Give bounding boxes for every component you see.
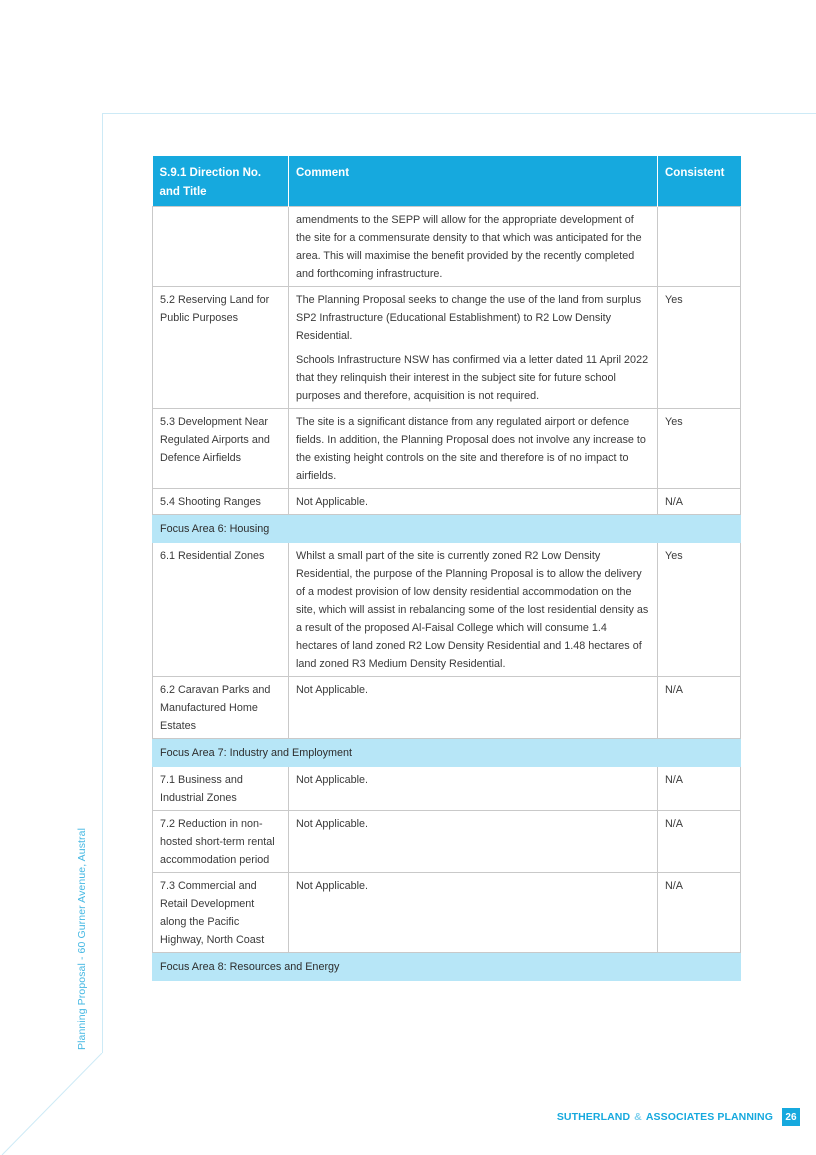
consistent-value: N/A xyxy=(658,873,741,953)
direction-title: 5.4 Shooting Ranges xyxy=(153,489,289,515)
direction-title: 7.3 Commercial and Retail Development along the Pacific Highway, North Coast xyxy=(153,873,289,953)
consistency-table xyxy=(152,156,741,981)
frame-diagonal-line xyxy=(0,1053,816,1155)
comment-cell xyxy=(289,543,658,677)
table-row xyxy=(153,287,741,409)
header-direction: S.9.1 Direction No. and Title xyxy=(153,156,289,207)
frame-left-line xyxy=(102,113,103,1053)
table-row xyxy=(153,873,741,953)
comment-paragraph: Schools Infrastructure NSW has confirmed via a letter dated 11 April 2022 that they relinquish their interest in the subject site for future school purposes and therefore, acquisition is not required. xyxy=(296,354,649,402)
comment-cell xyxy=(289,811,658,873)
direction-title: 7.2 Reduction in non-hosted short-term rental accommodation period xyxy=(153,811,289,873)
consistent-value: N/A xyxy=(658,767,741,811)
comment-cell xyxy=(289,489,658,515)
consistent-value xyxy=(658,207,741,287)
comment-cell xyxy=(289,207,658,287)
comment-cell xyxy=(289,409,658,489)
table-header-row xyxy=(153,156,741,207)
focus-area-label: Focus Area 8: Resources and Energy xyxy=(153,953,741,981)
direction-title: 6.2 Caravan Parks and Manufactured Home Estates xyxy=(153,677,289,739)
focus-area-row xyxy=(153,739,741,767)
comment-paragraph: Not Applicable. xyxy=(296,684,369,696)
focus-area-label: Focus Area 6: Housing xyxy=(153,515,741,543)
table-row xyxy=(153,207,741,287)
direction-title: 6.1 Residential Zones xyxy=(153,543,289,677)
table-row xyxy=(153,677,741,739)
table-row xyxy=(153,767,741,811)
consistent-value: Yes xyxy=(658,409,741,489)
brand-ampersand: & xyxy=(634,1111,642,1123)
focus-area-row xyxy=(153,515,741,543)
comment-paragraph: Not Applicable. xyxy=(296,496,369,508)
table-row xyxy=(153,489,741,515)
direction-title: 7.1 Business and Industrial Zones xyxy=(153,767,289,811)
comment-paragraph: Not Applicable. xyxy=(296,880,369,892)
comment-paragraph: The site is a significant distance from any regulated airport or defence fields. In addition, the Planning Proposal does not involve any increase to the existing height controls on the site and therefore is of no impact to airfields. xyxy=(296,416,646,482)
table-row xyxy=(153,543,741,677)
table-row xyxy=(153,409,741,489)
focus-area-label: Focus Area 7: Industry and Employment xyxy=(153,739,741,767)
comment-paragraph: amendments to the SEPP will allow for the appropriate development of the site for a commensurate density to that which was anticipated for the area. This will maximise the benefit provided by the recently completed and forthcoming infrastructure. xyxy=(296,214,642,280)
brand-name-part1: SUTHERLAND xyxy=(556,1111,631,1123)
header-consistent: Consistent xyxy=(658,156,741,207)
consistent-value: N/A xyxy=(658,489,741,515)
comment-paragraph: The Planning Proposal seeks to change the use of the land from surplus SP2 Infrastructure (Educational Establishment) to R2 Low Density Residential. xyxy=(296,294,642,342)
frame-top-line xyxy=(102,113,816,114)
consistent-value: Yes xyxy=(658,543,741,677)
table-body xyxy=(153,207,741,981)
comment-paragraph: Not Applicable. xyxy=(296,774,369,786)
comment-cell xyxy=(289,677,658,739)
direction-title: 5.3 Development Near Regulated Airports and Defence Airfields xyxy=(153,409,289,489)
header-comment: Comment xyxy=(289,156,658,207)
consistent-value: N/A xyxy=(658,811,741,873)
brand-name-part2: ASSOCIATES PLANNING xyxy=(645,1111,773,1123)
consistent-value: N/A xyxy=(658,677,741,739)
direction-title xyxy=(153,207,289,287)
page-number: 26 xyxy=(782,1108,800,1126)
comment-cell xyxy=(289,287,658,409)
focus-area-row xyxy=(153,953,741,981)
footer xyxy=(557,1108,800,1126)
comment-paragraph: Whilst a small part of the site is currently zoned R2 Low Density Residential, the purpose of the Planning Proposal is to allow the delivery of a modest provision of low density residential accommodation on the site, which will assist in rebalancing some of the lost residential density as a result of the proposed Al-Faisal College which will consume 1.4 hectares of land zoned R2 Low Density Residential and 1.48 hectares of land zoned R3 Medium Density Residential. xyxy=(296,550,649,670)
comment-cell xyxy=(289,873,658,953)
side-caption: Planning Proposal - 60 Gurner Avenue, Austral xyxy=(76,827,88,1050)
comment-cell xyxy=(289,767,658,811)
direction-title: 5.2 Reserving Land for Public Purposes xyxy=(153,287,289,409)
table-row xyxy=(153,811,741,873)
consistent-value: Yes xyxy=(658,287,741,409)
comment-paragraph: Not Applicable. xyxy=(296,818,369,830)
